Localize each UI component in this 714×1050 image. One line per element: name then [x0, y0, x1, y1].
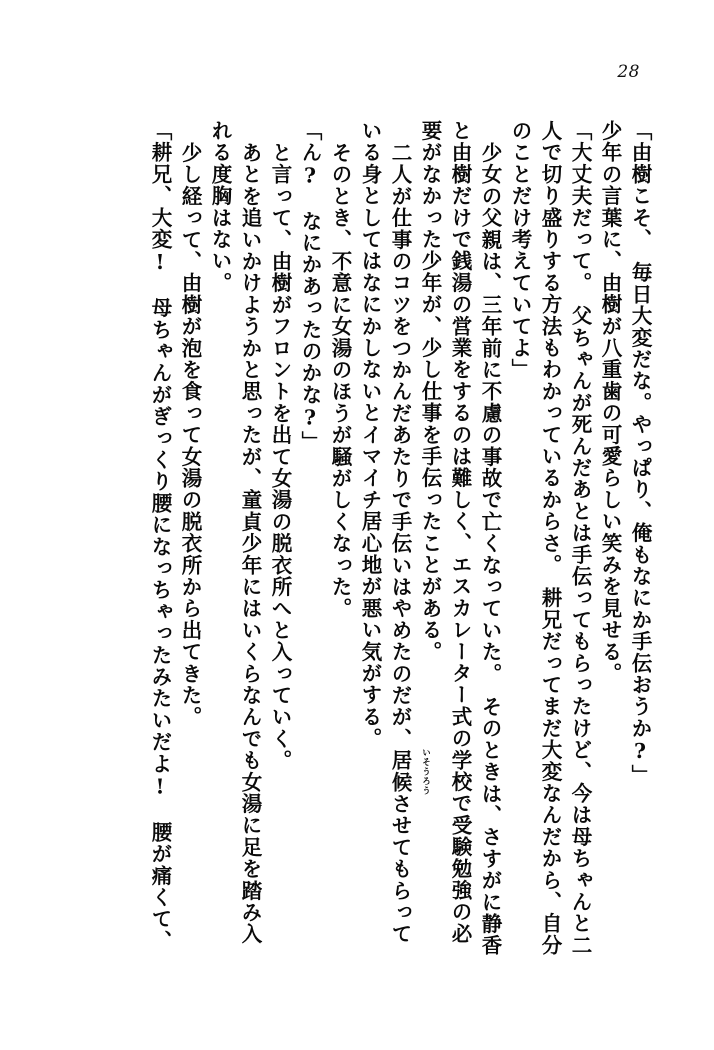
text-line: と言って、由樹がフロントを出て女湯の脱衣所へと入っていく。: [268, 142, 292, 772]
text-line: 「耕兄、大変! 母ちゃんがぎっくり腰になっちゃったみたいだよ! 腰が痛くて、: [148, 120, 172, 952]
text-line: 「ん? なにかあったのかな?」: [298, 120, 322, 453]
vertical-text-body: [60, 120, 652, 957]
text-line: 少女の父親は、三年前に不慮の事故で亡くなっていた。 そのときは、さすがに静香: [478, 142, 502, 957]
text-line: 人で切り盛りする方法もわかっているからさ。 耕兄だってまだ大変なんだから、自分: [538, 120, 562, 957]
text-line: 「大丈夫だって。 父ちゃんが死んだあとは手伝ってもらったけど、今は母ちゃんと二: [568, 120, 592, 957]
text-line: と由樹だけで銭湯の営業をするのは難しく、エスカレーター式の学校で受験勉強の必: [448, 120, 472, 945]
page-number: 28: [617, 62, 640, 82]
text-line: 要がなかった少年が、少し仕事を手伝ったことがある。: [418, 120, 442, 663]
text-line: のことだけ考えていてよ」: [508, 120, 532, 381]
text-line: れる度胸はない。: [208, 120, 232, 294]
ruby-annotation: いそうろう: [420, 748, 431, 796]
text-line: いる身としてはなにかしないとイマイチ居心地が悪い気がする。: [358, 120, 382, 750]
text-line: 「由樹こそ、 毎日大変だな。やっぱり、俺もなにか手伝おうか?」: [628, 120, 652, 786]
text-line: 少し経って、由樹が泡を食って女湯の脱衣所から出てきた。: [178, 142, 202, 728]
text-line: そのとき、不意に女湯のほうが騒がしくなった。: [328, 142, 352, 620]
text-line: あとを追いかけようかと思ったが、童貞少年にはいくらなんでも女湯に足を踏み入: [238, 142, 262, 945]
text-line: 少年の言葉に、由樹が八重歯の可愛らしい笑みを見せる。: [598, 120, 622, 685]
text-line: 二人が仕事のコツをつかんだあたりで手伝いはやめたのだが、居候させてもらって: [388, 142, 412, 945]
